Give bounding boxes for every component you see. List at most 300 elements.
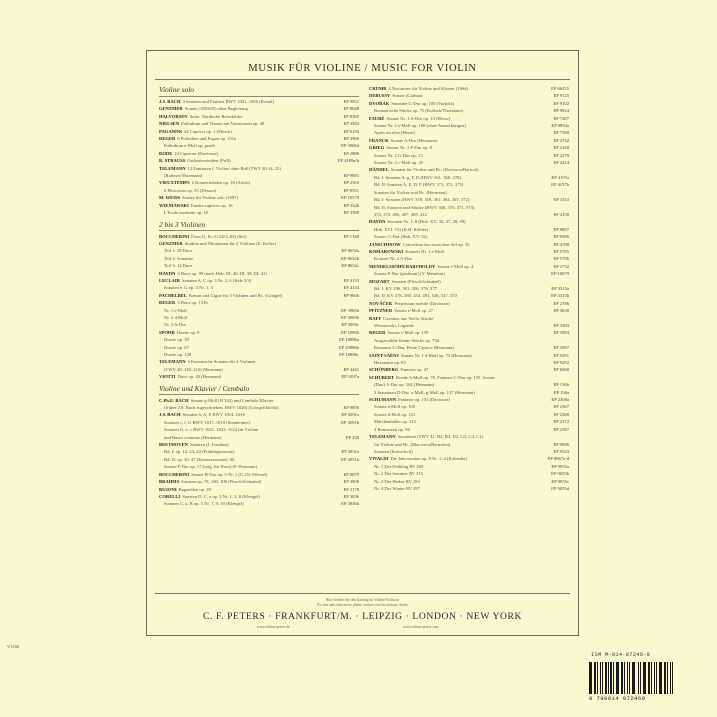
work-description: Studien und Miniaturen für 2 Violinen (E. Keller): [184, 240, 276, 246]
edition-number: EP 9291: [553, 352, 569, 358]
catalog-entry: [369, 122, 569, 129]
edition-number: EP 4158: [553, 211, 569, 217]
work-description: Sonate f-Moll op. 4: [437, 263, 474, 269]
edition-number: EP 9292: [553, 360, 569, 366]
work-description: Märchenbilder op. 113: [374, 419, 416, 425]
edition-number: EP 2563: [343, 180, 359, 186]
work-description: Sonate A-Dur (Hermann): [390, 137, 438, 143]
barcode-bar: [634, 662, 635, 694]
composer-name: RODE: [159, 150, 173, 156]
composer-name: C.Ph.E. BACH: [159, 397, 189, 403]
catalog-entry: [159, 351, 359, 358]
edition-number: EP 2387: [553, 426, 569, 432]
work-description: 4 Nocturnes für Violine und Klavier (1964): [388, 86, 469, 91]
right-column: [369, 85, 569, 492]
work-description: Rondo h-Moll op. 70, Fantasie C-Dur op. 159, Sonate: [396, 374, 496, 380]
edition-number: EP 3968d: [341, 143, 359, 149]
composer-name: TELEMANN: [159, 165, 186, 171]
catalog-entry: [369, 285, 569, 292]
composer-name: HALVORSEN: [159, 113, 188, 119]
catalog-entry: [159, 135, 359, 142]
catalog-entry: [159, 336, 359, 343]
catalog-entry: [159, 247, 359, 254]
edition-number: EP 3346: [343, 202, 359, 208]
edition-number: EP 3969b: [341, 314, 359, 320]
catalog-entry: [159, 471, 359, 478]
edition-number: EP 8385: [343, 113, 359, 119]
edition-number: EP 9807: [553, 226, 569, 232]
catalog-entry: [159, 493, 359, 500]
publisher-line: C. F. PETERS · FRANKFURT/M. · LEIPZIG · LONDON · NEW YORK: [202, 611, 523, 622]
composer-name: PAGANINI: [159, 128, 182, 134]
catalog-entry: [159, 434, 359, 441]
composer-name: SAINT-SAËNS: [369, 352, 399, 358]
work-description: 24 Capricci op. 1 (Flesch): [183, 128, 232, 134]
work-description: Sonate g-Moll (H 542) und Cembalo/Klavier: [190, 397, 274, 403]
footer-note-line-1: Bitte fordern Sie den Katalog für Violine/Violin an: [325, 598, 400, 602]
footer-note: [147, 598, 578, 608]
edition-number: EP 9856: [343, 405, 359, 411]
edition-number: EP 9055c: [551, 478, 569, 484]
composer-name: SCHUMANN: [369, 397, 397, 403]
work-description: und Basso continuo (Hermann): [164, 434, 222, 440]
work-description: Duette op. 67: [164, 344, 189, 350]
edition-number: EP 9125: [553, 93, 569, 99]
edition-number: EP 66455: [551, 86, 569, 91]
edition-number: EP 156b: [553, 382, 569, 388]
edition-number: EP 6060: [553, 367, 569, 373]
composer-name: RAFF: [369, 315, 382, 321]
composer-name: HÄNDEL: [369, 167, 389, 173]
catalog-entry: [159, 500, 359, 507]
composer-name: NOVÁČEK: [369, 300, 393, 306]
composer-name: GENZMER: [159, 106, 183, 112]
work-description: Sonate G-Dur (Hob. XV: 32): [374, 234, 428, 240]
work-description: 6 Morceaux op. 55 (Dessau): [164, 187, 217, 193]
work-description: Sonate F-Dur op. 17 (orig. für Horn) (P. Hermann): [164, 464, 258, 470]
edition-number: EP 8551: [343, 187, 359, 193]
composer-name: NIELSEN: [159, 121, 180, 127]
work-description: Sonate F-Dur (posthum) (Y. Menuhin): [374, 271, 445, 277]
section-heading: Violine solo: [159, 85, 194, 94]
edition-number: EP 3969d: [341, 307, 359, 313]
composer-name: REGER: [369, 330, 386, 336]
composer-name: FRANCK: [369, 137, 389, 143]
edition-number: EP 2178: [343, 486, 359, 492]
catalog-entry: [369, 418, 569, 425]
work-description: Präludium und Thema mit Variationen op. 48: [181, 121, 265, 127]
catalog-entry: [159, 321, 359, 328]
catalog-entry: [369, 411, 569, 418]
catalog-entry: [159, 329, 359, 336]
composer-name: MOZART: [369, 278, 390, 284]
catalog-entry: [159, 142, 359, 149]
catalog-entry: [159, 397, 359, 404]
catalog-entry: [369, 270, 569, 277]
edition-number: EP 3987: [553, 345, 569, 351]
composer-name: TELEMANN: [369, 434, 396, 440]
catalog-entry: [369, 115, 569, 122]
catalog-entry: [369, 433, 569, 440]
work-description: Bd. I: Sonaten A, g, F, D (HWV 361, 368, 370): [374, 174, 461, 180]
catalog-entry: [159, 456, 359, 463]
edition-number: EP 3742: [553, 137, 569, 143]
edition-number: EP 4189a/b: [337, 158, 359, 164]
edition-number: EP 9150: [343, 128, 359, 134]
edition-number: EP 3383: [553, 323, 569, 328]
sku-code: V1166: [7, 644, 20, 649]
catalog-entry: [159, 209, 359, 216]
work-description: Nr. 3 A-Dur: [164, 322, 187, 328]
catalog-entry: [159, 113, 359, 120]
work-description: Duette op. 9: [176, 329, 200, 335]
catalog-entry: [369, 300, 569, 307]
catalog-entry: [369, 396, 569, 403]
catalog-entry: [369, 218, 569, 225]
catalog-entry: [159, 202, 359, 209]
catalog-entry: [369, 381, 569, 388]
ismn-label: ISM M-014-07246-9: [591, 652, 651, 658]
work-description: (Rohmer/Thormann): [164, 173, 203, 179]
work-description: Sonate (Garban): [392, 93, 423, 99]
edition-number: EP 2368a: [551, 397, 569, 403]
work-description: Sonatinen (TWV 41: B2, B3, D2, G3, G4, C1): [397, 434, 484, 440]
work-description: Sonaten C, a, B op. 5 Nr. 7, 9, 10 (Klengel): [164, 501, 244, 507]
work-description: Sonate B-Dur op. 5 Nr. 1 (G 25) (Wiesel): [191, 471, 268, 477]
edition-number: EP 8079: [343, 471, 359, 477]
composer-name: VIVALDI: [369, 456, 389, 462]
catalog-entry: [159, 419, 359, 426]
work-description: Bd. I: KV 296, 301–306, 376, 377: [374, 285, 437, 291]
catalog-entry: [159, 165, 359, 172]
work-description: Fantasie op. 131 (Davisson): [398, 397, 450, 403]
catalog-entry: [369, 129, 569, 136]
catalog-entry: [159, 157, 359, 164]
catalog-entry: [159, 404, 359, 411]
work-description: Teil 3: 14 Duos: [164, 263, 193, 269]
edition-number: EP 3630: [553, 308, 569, 314]
website-right: www.edition-peters.com: [403, 625, 439, 629]
work-description: Duette op. 39: [164, 337, 189, 343]
work-description: Sonate Nr. 1 A-Dur op. 13 (Hesse): [386, 115, 451, 121]
catalog-entry: [159, 448, 359, 455]
edition-number: EP 2279: [553, 152, 569, 158]
catalog-entry: [159, 344, 359, 351]
barcode-bar: [649, 662, 650, 694]
edition-number: EP 9894a: [551, 123, 569, 129]
composer-name: TELEMANN: [159, 359, 186, 365]
work-description: Sonaten (Kratochvíl): [374, 448, 413, 454]
work-description: Sonate Nr. 2 G-Dur op. 13: [374, 152, 423, 158]
work-description: Nr. 2 d-Moll: [164, 314, 188, 320]
edition-number: EP 10579: [341, 195, 359, 201]
composer-name: KOMAROWSKI: [369, 248, 404, 254]
composer-name: GRIEG: [369, 145, 385, 151]
edition-number: EP 10886c: [339, 352, 359, 357]
catalog-entry: [369, 478, 569, 485]
edition-number: EP 8652b: [341, 255, 359, 261]
catalog-entry: [369, 426, 569, 433]
work-description: für Violine und Bc. (Marcerou/Bernstein): [374, 441, 451, 447]
edition-number: EP 9851: [343, 99, 359, 104]
work-description: 6 Präludien und Fugen op. 131a: [177, 136, 237, 142]
catalog-entry: [369, 226, 569, 233]
catalog-entry: [369, 455, 569, 462]
edition-number: EP 3031b: [341, 456, 359, 462]
composer-name: LECLAIR: [159, 277, 180, 283]
catalog-entry: [369, 359, 569, 366]
edition-number: EP 3968: [343, 136, 359, 142]
composer-name: CRUMB: [369, 86, 387, 91]
catalog-entry: [369, 92, 569, 99]
composer-name: J.S. BACH: [159, 412, 181, 418]
work-description: Sonate d-Moll op. 121: [374, 411, 416, 417]
composer-name: J.S. BACH: [159, 99, 181, 104]
work-description: Sonate Nr. 3 c-Moll op. 45: [374, 160, 424, 166]
catalog-entry: [159, 478, 359, 485]
composer-name: R. STRAUSS: [159, 158, 186, 164]
composer-name: DEBUSSY: [369, 93, 391, 99]
footer-rule: [155, 593, 570, 594]
work-description: 24 Capricen (Davisson): [174, 150, 218, 156]
edition-number: EP 3031a: [341, 449, 359, 455]
edition-number: EP 3315b: [551, 293, 569, 299]
catalog-entry: [369, 181, 569, 188]
composer-name: PACHELBEL: [159, 292, 187, 298]
catalog-entry: [369, 166, 569, 173]
composer-name: VIEUXTEMPS: [159, 180, 190, 186]
edition-number: EP 3583: [343, 121, 359, 127]
work-description: Konzert Nr. 1 e-Moll: [405, 248, 444, 254]
work-description: Teil 2: Sonatine: [164, 255, 194, 261]
edition-number: EP 8652c: [341, 263, 359, 269]
catalog-entry: [159, 463, 359, 470]
work-description: Hob. XVI: 15) (K.H. Köhler): [374, 226, 428, 232]
catalog-entry: [369, 322, 569, 329]
work-description: Bd. II: KV 378–380, 454, 481, 526, 547, 570: [374, 293, 457, 299]
edition-number: EP 9881: [343, 173, 359, 179]
barcode-bar: [661, 662, 662, 694]
work-description: 3 Romanzen op. 94: [374, 426, 410, 432]
composer-name: BUSONI: [159, 486, 177, 492]
catalog-entry: [369, 100, 569, 107]
work-description: Sonaten c, f, G BWV 1017–1019 (Sonnleitner): [164, 419, 251, 425]
work-description: Sonaten e, G op. 3 Nr. 1, 3: [164, 285, 213, 291]
section-rule: [159, 394, 359, 395]
work-description: Sonate (1983/85) ohne Begleitung: [184, 106, 248, 112]
composer-name: JANSCHINOW: [369, 241, 401, 247]
edition-number: EP 2786: [553, 300, 569, 306]
work-description: Romantische Stücke op. 75 (Kolisch/Thormann): [374, 108, 464, 114]
work-description: 3 Duos op. 131b: [177, 300, 208, 306]
catalog-entry: [159, 194, 359, 201]
catalog-entry: [159, 150, 359, 157]
catalog-entry: [159, 172, 359, 179]
work-description: Romanze G-Dur, Petite Caprice (Hermann): [374, 345, 454, 351]
work-description: Concertino im russischen Stil op. 35: [402, 241, 470, 247]
work-description: 6 Kanonische Sonaten für 2 Violinen: [187, 359, 256, 365]
edition-number: EP 4157a: [551, 174, 569, 180]
catalog-entry: [159, 233, 359, 240]
catalog-entry: [369, 85, 569, 92]
edition-number: EP 9543: [553, 448, 569, 454]
edition-number: EP 8648: [343, 106, 359, 112]
catalog-entry: [159, 255, 359, 262]
catalog-entry: [369, 448, 569, 455]
work-description: Bd. II: Sonaten und Stücke (HWV 368, 370, 371, 373): [374, 204, 475, 210]
edition-number: EP 9986: [553, 234, 569, 240]
catalog-entry: [369, 255, 569, 262]
work-description: Nr. 1 Der Frühling RV 269: [374, 463, 424, 469]
catalog-entry: [369, 241, 569, 248]
edition-number: EP 4788: [553, 241, 569, 247]
catalog-entry: [369, 152, 569, 159]
work-description: Wieniawski, Legende: [374, 323, 414, 328]
composer-name: DVOŘÁK: [369, 100, 390, 106]
catalog-entry: [369, 403, 569, 410]
work-description: Bd. II: Sonaten A, E, D, F (HWV 371, 372, 373): [374, 182, 464, 188]
work-description: Duos op. 20 (Hermann): [177, 374, 222, 380]
work-description: Sonaten für Violine und Bc. (Davisson/Rarisch): [390, 167, 479, 173]
catalog-entry: [159, 426, 359, 433]
work-description: Sonate für Violine solo (1997): [182, 195, 238, 201]
composer-name: WIENIAWSKI: [159, 202, 189, 208]
edition-number: EP 156a: [553, 389, 569, 395]
work-description: Cavatine aus 'Sechs Stücke': [383, 315, 435, 321]
edition-number: EP 2888: [343, 150, 359, 156]
edition-number: EP 3969c: [341, 322, 359, 328]
catalog-entry: [369, 196, 569, 203]
work-description: Nr. 3 Der Herbst RV 293: [374, 478, 420, 484]
work-description: Sonate Nr. 2 e-Moll op. 108 (ohne Anmerkungen): [374, 123, 466, 129]
work-description: 372, 373, 406, 407, 408, 412: [374, 211, 427, 217]
edition-number: EP 2160: [553, 145, 569, 151]
edition-number: EP 5786: [553, 256, 569, 262]
catalog-entry: [369, 389, 569, 396]
edition-number: EP 4133: [343, 277, 359, 283]
catalog-entry: [369, 441, 569, 448]
work-description: Sonaten für Violine und Bc. (Hermann): [374, 189, 447, 195]
work-description: (früher J.S. Bach zugeschrieben, BWV 1020) (Gringel/Jacobi): [164, 405, 279, 411]
composer-name: REGER: [159, 300, 176, 306]
work-description: Duette op. 148: [164, 352, 192, 357]
edition-number: EP 4441: [343, 366, 359, 372]
catalog-entry: [369, 159, 569, 166]
composer-name: SPOHR: [159, 329, 175, 335]
edition-number: EP 9055a: [551, 463, 569, 469]
edition-number: EP 3353: [553, 197, 569, 203]
work-description: Orchesterstudien (Prill): [187, 158, 231, 164]
catalog-entry: [159, 307, 359, 314]
edition-number: EP 3315a: [551, 285, 569, 291]
work-description: Sonaten A, C op. 3 Nr. 2, 6 (Jöde 2/3): [181, 277, 252, 283]
catalog-entry: [369, 315, 569, 322]
work-description: Sonate a-Moll op. 105: [374, 404, 416, 410]
catalog-entry: [369, 248, 569, 255]
composer-name: HAYDN: [159, 270, 176, 276]
edition-number: EP 4591a: [341, 412, 359, 418]
composer-name: GENZMER: [159, 240, 183, 246]
work-description: Sonaten G, e, c BWV 1021, 1023, 1024 für Violine: [164, 427, 259, 433]
barcode-bar: [597, 662, 598, 694]
edition-number: EP 2372: [553, 419, 569, 425]
composer-name: FAURÉ: [369, 115, 385, 121]
work-description: Bd. I: op. 12, 23, 24 (Frühlingssonate): [164, 449, 235, 455]
composer-name: BOCCHERINI: [159, 471, 190, 477]
catalog-entry: [369, 292, 569, 299]
barcode-number: 9 790014 072469: [589, 695, 646, 702]
catalog-entry: [159, 411, 359, 418]
edition-number: EP 1732: [553, 263, 569, 269]
edition-number: EP 3900: [343, 479, 359, 485]
composer-name: SCHUBERT: [369, 374, 395, 380]
edition-number: EP 7487: [553, 115, 569, 121]
work-description: Sonaten Nr. 1–8 (Hob. XV: 32, 37, 38, 39): [387, 219, 466, 225]
work-description: Perpetuum mobile (Davisson): [394, 300, 450, 306]
work-description: 6 Konzertetüden op. 16 (Arbós): [191, 180, 251, 186]
catalog-entry: [369, 485, 569, 492]
edition-number: EP 3836b: [341, 501, 359, 507]
catalog-entry: [159, 187, 359, 194]
edition-number: EP 9096: [553, 441, 569, 447]
composer-name: MENDELSSOHN BARTHOLDY: [369, 263, 436, 269]
work-description: Ausgewählte kleine Stücke op. 79d: [374, 337, 439, 343]
edition-number: EP 7380: [553, 130, 569, 136]
website-left: www.edition-peters.de: [257, 625, 290, 629]
composer-name: BEETHOVEN: [159, 442, 189, 448]
catalog-entry: [369, 144, 569, 151]
catalog-entry: [369, 470, 569, 477]
page-title: MUSIK FÜR VIOLINE / MUSIC FOR VIOLIN: [248, 63, 477, 74]
work-description: 3 Sonaten und Partiten BWV 1001–1006 (Rostal): [182, 99, 274, 104]
catalog-entry: [159, 179, 359, 186]
edition-number: EP 1097a: [341, 374, 359, 380]
work-description: Teil 1: 28 Duos: [164, 248, 193, 254]
edition-number: EP 10079: [551, 271, 569, 277]
edition-number: EP 9824: [553, 108, 569, 114]
composer-name: M. WEISS: [159, 195, 181, 201]
catalog-entry: [369, 307, 569, 314]
catalog-entry: [369, 366, 569, 373]
edition-number: EP 3389: [343, 210, 359, 216]
barcode-bar: [622, 662, 623, 694]
edition-number: EP 5785: [553, 248, 569, 254]
work-description: Suite: Nordische Reisebilder: [189, 113, 243, 119]
work-description: Bd. II: op. 30, 47 (Kreutzersonate), 96: [164, 456, 235, 462]
work-description: Fantasie op. 47: [400, 367, 429, 373]
catalog-entry: [159, 270, 359, 277]
work-description: Nr. 1 e-Moll: [164, 307, 187, 313]
work-description: 3 Sonatinen D-Dur, a-Moll, g-Moll op. 137 (Hermann): [374, 389, 475, 395]
edition-number: EP 8652a: [341, 248, 359, 254]
work-description: Sonatine G-Dur op. 100 (Vorholz): [391, 100, 455, 106]
work-description: Kanon und Gigue für 3 Violinen und Bc. (Gringel): [189, 292, 283, 298]
catalog-entry: [159, 277, 359, 284]
catalog-frame: [146, 50, 579, 636]
composer-name: REGER: [159, 136, 176, 142]
footer-note-line-2: For this and other music please contact your local music dealer: [317, 603, 408, 607]
title-rule: [155, 79, 570, 80]
work-description: (TWV 40: 118–123) (Hermann): [164, 366, 223, 372]
catalog-entry: [369, 463, 569, 470]
work-description: Etudes-caprices op. 18: [190, 202, 233, 208]
edition-number: EP 3836: [343, 493, 359, 499]
edition-number: EP 9055b: [551, 471, 569, 477]
edition-number: EP 10886: [341, 329, 359, 335]
work-description: Sonaten (J. Joachim): [190, 442, 229, 448]
work-description: 12 Fantasien f. Violine ohne Baß (TWV 40:14–25): [187, 165, 282, 171]
work-description: Bagatellen op. 28: [178, 486, 211, 492]
